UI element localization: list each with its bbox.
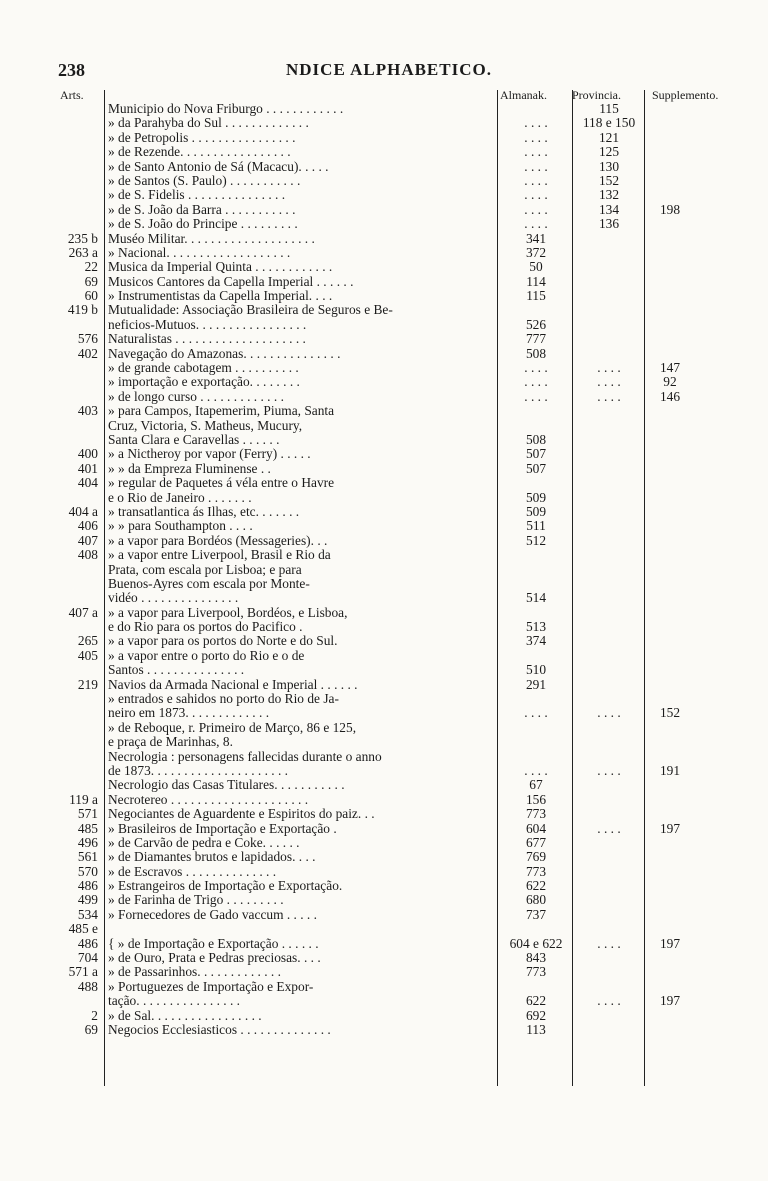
- almanak-page: 512: [525, 532, 547, 548]
- index-row: [0, 879, 768, 893]
- entry-text: » de Diamantes brutos e lapidados. . . .: [108, 850, 316, 865]
- entry-text: tação. . . . . . . . . . . . . . . .: [108, 994, 241, 1009]
- supplemento-page: 146: [659, 388, 681, 404]
- almanak-page: 843: [525, 950, 547, 966]
- index-row: [0, 994, 768, 1008]
- provincia-page: . . . .: [597, 993, 621, 1009]
- art-number: 403: [77, 403, 98, 419]
- index-row: [0, 735, 768, 749]
- almanak-page: 510: [525, 662, 547, 678]
- index-row: [0, 764, 768, 778]
- provincia-page: 115: [599, 101, 619, 116]
- entry-text: » a vapor para Bordéos (Messageries). . .: [108, 533, 328, 548]
- almanak-page: 511: [526, 518, 546, 534]
- index-row: [0, 102, 768, 116]
- almanak-page: 777: [525, 331, 547, 347]
- index-row: [0, 116, 768, 130]
- almanak-page: 341: [525, 230, 547, 246]
- provincia-page: 134: [598, 201, 620, 217]
- almanak-page: . . . .: [524, 187, 548, 203]
- almanak-page: 50: [529, 259, 543, 275]
- provincia-page: . . . .: [597, 762, 621, 778]
- art-number: 561: [77, 849, 98, 865]
- art-number: 704: [77, 950, 98, 966]
- entry-text: de 1873. . . . . . . . . . . . . . . . . . . . .: [108, 763, 289, 778]
- provincia-page: 136: [598, 216, 620, 232]
- entry-text: Negociantes de Aguardente e Espiritos do paiz. . .: [108, 807, 375, 822]
- entry-text: Muséo Militar. . . . . . . . . . . . . . . . . . . .: [108, 231, 315, 246]
- art-number: 407 a: [68, 604, 98, 620]
- almanak-page: 773: [525, 964, 547, 980]
- art-number: 22: [84, 259, 98, 275]
- index-row: [0, 332, 768, 346]
- art-number: 400: [77, 446, 98, 462]
- provincia-page: . . . .: [597, 388, 621, 404]
- art-number: 486: [77, 935, 98, 951]
- index-row: [0, 375, 768, 389]
- index-row: [0, 663, 768, 677]
- almanak-page: 604: [525, 820, 547, 836]
- index-row: [0, 476, 768, 490]
- entry-text: » entrados e sahidos no porto do Rio de Ja-: [108, 692, 339, 707]
- art-number: 401: [77, 460, 98, 476]
- art-number: 2: [91, 1007, 98, 1023]
- entry-text: Buenos-Ayres com escala por Monte-: [108, 576, 310, 591]
- index-row: [0, 404, 768, 418]
- almanak-page: 773: [525, 863, 547, 879]
- almanak-page: . . . .: [524, 115, 548, 131]
- index-row: [0, 706, 768, 720]
- index-row: [0, 591, 768, 605]
- art-number: 488: [77, 978, 98, 994]
- almanak-page: . . . .: [524, 762, 548, 778]
- index-row: [0, 447, 768, 461]
- art-number: 265: [77, 633, 98, 649]
- almanak-page: . . . .: [524, 216, 548, 232]
- supplemento-page: 191: [659, 762, 681, 778]
- art-number: 69: [84, 273, 98, 289]
- entry-text: » de Santos (S. Paulo) . . . . . . . . . . .: [108, 173, 301, 188]
- index-row: [0, 390, 768, 404]
- entry-text: » a vapor entre o porto do Rio e o de: [108, 648, 305, 663]
- index-row: [0, 260, 768, 274]
- entry-text: Necrologio das Casas Titulares. . . . . . . . . . .: [108, 778, 345, 793]
- index-row: [0, 318, 768, 332]
- almanak-page: 114: [526, 273, 546, 289]
- entry-text: Prata, com escala por Lisboa; e para: [108, 562, 302, 577]
- art-number: 570: [77, 863, 98, 879]
- almanak-page: 514: [525, 590, 547, 606]
- provincia-page: . . . .: [597, 705, 621, 721]
- entry-text: Naturalistas . . . . . . . . . . . . . . . . . . . .: [108, 332, 306, 347]
- col-header-supplemento: Supplemento.: [652, 88, 719, 102]
- entry-text: Navegação do Amazonas. . . . . . . . . . . . . . .: [108, 346, 341, 361]
- index-row: [0, 160, 768, 174]
- page-number: 238: [58, 60, 85, 80]
- index-row: [0, 462, 768, 476]
- provincia-page: 125: [598, 144, 620, 160]
- entry-text: » Brasileiros de Importação e Exportação .: [108, 821, 337, 836]
- entry-text: » Instrumentistas da Capella Imperial. . . .: [108, 289, 333, 304]
- entry-text: e do Rio para os portos do Pacifico .: [108, 620, 303, 635]
- provincia-page: . . . .: [597, 360, 621, 376]
- almanak-page: 374: [525, 633, 547, 649]
- almanak-page: 507: [525, 460, 547, 476]
- art-number: 119 a: [69, 791, 98, 807]
- index-row: [0, 491, 768, 505]
- index-row: [0, 951, 768, 965]
- almanak-page: 509: [525, 503, 547, 519]
- almanak-page: 508: [525, 431, 547, 447]
- index-row: [0, 822, 768, 836]
- index-row: [0, 980, 768, 994]
- entry-text: Necrologia : personagens fallecidas durante o anno: [108, 749, 382, 764]
- entry-text: » de S. João da Barra . . . . . . . . . . .: [108, 202, 296, 217]
- index-row: [0, 433, 768, 447]
- entry-text: » Portuguezes de Importação e Expor-: [108, 979, 314, 994]
- page-title: NDICE ALPHABETICO.: [286, 60, 492, 79]
- art-number: 406: [77, 518, 98, 534]
- index-row: [0, 649, 768, 663]
- art-number: 419 b: [67, 302, 98, 318]
- entry-text: » a vapor para os portos do Norte e do Sul.: [108, 634, 338, 649]
- entry-text: » da Parahyba do Sul . . . . . . . . . . . . .: [108, 116, 309, 131]
- almanak-page: 692: [525, 1007, 547, 1023]
- art-number: 534: [77, 906, 98, 922]
- entry-text: » de grande cabotagem . . . . . . . . . .: [108, 361, 299, 376]
- almanak-page: . . . .: [524, 144, 548, 160]
- entry-text: » de Reboque, r. Primeiro de Março, 86 e 125,: [108, 720, 357, 735]
- entry-text: » de Farinha de Trigo . . . . . . . . .: [108, 893, 284, 908]
- art-number: 485: [77, 820, 98, 836]
- index-row: [0, 303, 768, 317]
- entry-text: » importação e exportação. . . . . . . .: [108, 375, 300, 390]
- entry-text: » transatlantica ás Ilhas, etc. . . . . . .: [108, 504, 300, 519]
- index-row: [0, 419, 768, 433]
- supplemento-page: 197: [659, 935, 681, 951]
- art-number: 404 a: [68, 503, 98, 519]
- index-row: [0, 347, 768, 361]
- index-row: [0, 577, 768, 591]
- index-row: [0, 634, 768, 648]
- almanak-page: . . . .: [524, 360, 548, 376]
- entry-text: Santos . . . . . . . . . . . . . . .: [108, 663, 245, 678]
- almanak-page: 67: [529, 777, 543, 793]
- index-row: [0, 275, 768, 289]
- art-number: 404: [77, 475, 98, 491]
- index-row: [0, 850, 768, 864]
- entry-text: » de Ouro, Prata e Pedras preciosas. . . .: [108, 951, 321, 966]
- entry-text: » » da Empreza Fluminense . .: [108, 461, 271, 476]
- index-row: [0, 606, 768, 620]
- provincia-page: 152: [598, 172, 620, 188]
- supplemento-page: 147: [659, 360, 681, 376]
- entry-text: » a vapor entre Liverpool, Brasil e Rio da: [108, 548, 331, 563]
- index-row: [0, 893, 768, 907]
- entry-text: » de Escravos . . . . . . . . . . . . . .: [108, 864, 277, 879]
- index-row: [0, 232, 768, 246]
- almanak-page: 677: [525, 834, 547, 850]
- almanak-page: 291: [525, 676, 547, 692]
- index-row: [0, 145, 768, 159]
- index-row: [0, 721, 768, 735]
- art-number: 407: [77, 532, 98, 548]
- index-row: [0, 519, 768, 533]
- entry-text: » de S. João do Principe . . . . . . . . .: [108, 217, 298, 232]
- entry-text: Musicos Cantores da Capella Imperial . . . . . .: [108, 274, 354, 289]
- index-row: [0, 188, 768, 202]
- almanak-page: 604 e 622: [509, 935, 563, 951]
- index-row: [0, 131, 768, 145]
- col-header-arts: Arts.: [60, 88, 84, 102]
- almanak-page: . . . .: [524, 172, 548, 188]
- almanak-page: 622: [525, 878, 547, 894]
- index-row: [0, 807, 768, 821]
- index-row: [0, 217, 768, 231]
- supplemento-page: 92: [663, 374, 677, 390]
- col-header-provincia: Provincia.: [572, 88, 621, 102]
- index-row: [0, 750, 768, 764]
- index-row: [0, 203, 768, 217]
- entry-text: » a vapor para Liverpool, Bordéos, e Lisboa,: [108, 605, 348, 620]
- index-row: [0, 836, 768, 850]
- almanak-page: . . . .: [524, 388, 548, 404]
- entry-text: » de Santo Antonio de Sá (Macacu). . . . .: [108, 159, 329, 174]
- entry-text: » de longo curso . . . . . . . . . . . . .: [108, 389, 284, 404]
- index-table: [0, 102, 768, 1037]
- entry-text: » de Carvão de pedra e Coke. . . . . .: [108, 835, 300, 850]
- entry-text: e o Rio de Janeiro . . . . . . .: [108, 490, 252, 505]
- index-row: [0, 678, 768, 692]
- index-row: [0, 289, 768, 303]
- index-row: [0, 937, 768, 951]
- provincia-page: 118 e 150: [582, 115, 636, 131]
- almanak-page: 680: [525, 892, 547, 908]
- supplemento-page: 198: [659, 201, 681, 217]
- entry-text: Necrotereo . . . . . . . . . . . . . . . . . . . . .: [108, 792, 309, 807]
- provincia-page: . . . .: [597, 935, 621, 951]
- index-row: [0, 908, 768, 922]
- art-number: 499: [77, 892, 98, 908]
- entry-text: Musica da Imperial Quinta . . . . . . . . . . . .: [108, 260, 333, 275]
- index-row: [0, 793, 768, 807]
- index-row: [0, 778, 768, 792]
- art-number: 571 a: [68, 964, 98, 980]
- almanak-page: 372: [525, 244, 547, 260]
- index-row: [0, 174, 768, 188]
- almanak-page: 513: [525, 619, 547, 635]
- almanak-page: 508: [525, 345, 547, 361]
- entry-text: » de Passarinhos. . . . . . . . . . . . .: [108, 965, 281, 980]
- supplemento-page: 197: [659, 820, 681, 836]
- art-number: 263 a: [68, 244, 98, 260]
- almanak-page: 115: [526, 288, 546, 304]
- almanak-page: . . . .: [524, 705, 548, 721]
- almanak-page: . . . .: [524, 201, 548, 217]
- art-number: 60: [84, 288, 98, 304]
- almanak-page: 773: [525, 806, 547, 822]
- index-row: [0, 1009, 768, 1023]
- almanak-page: . . . .: [524, 374, 548, 390]
- entry-text: Navios da Armada Nacional e Imperial . . . . . .: [108, 677, 358, 692]
- entry-text: » » para Southampton . . . .: [108, 519, 253, 534]
- art-number: 576: [77, 331, 98, 347]
- supplemento-page: 152: [659, 705, 681, 721]
- entry-text: » de Rezende. . . . . . . . . . . . . . . . .: [108, 145, 291, 160]
- entry-text: Negocios Ecclesiasticos . . . . . . . . . . . . . .: [108, 1023, 331, 1037]
- almanak-page: 509: [525, 489, 547, 505]
- almanak-page: 156: [525, 791, 547, 807]
- almanak-page: 769: [525, 849, 547, 865]
- almanak-page: 622: [525, 993, 547, 1009]
- entry-text: Santa Clara e Caravellas . . . . . .: [108, 432, 280, 447]
- provincia-page: . . . .: [597, 820, 621, 836]
- almanak-page: 507: [525, 446, 547, 462]
- index-row: [0, 246, 768, 260]
- entry-text: » regular de Paquetes á véla entre o Havre: [108, 476, 335, 491]
- entry-text: » Nacional. . . . . . . . . . . . . . . . . . .: [108, 245, 291, 260]
- entry-text: » para Campos, Itapemerim, Piuma, Santa: [108, 404, 335, 419]
- almanak-page: 113: [526, 1022, 546, 1037]
- art-number: 485 e: [68, 921, 98, 937]
- provincia-page: . . . .: [597, 374, 621, 390]
- entry-text: Cruz, Victoria, S. Matheus, Mucury,: [108, 418, 303, 433]
- entry-text: vidéo . . . . . . . . . . . . . . .: [108, 591, 239, 606]
- index-row: [0, 922, 768, 936]
- index-row: [0, 563, 768, 577]
- art-number: 69: [84, 1022, 98, 1037]
- entry-text: » de S. Fidelis . . . . . . . . . . . . . . .: [108, 188, 286, 203]
- almanak-page: 526: [525, 316, 547, 332]
- art-number: 496: [77, 834, 98, 850]
- index-row: [0, 548, 768, 562]
- entry-text: » de Petropolis . . . . . . . . . . . . . . . .: [108, 130, 296, 145]
- index-row: [0, 965, 768, 979]
- entry-text: » de Sal. . . . . . . . . . . . . . . . .: [108, 1008, 262, 1023]
- entry-text: neficios-Mutuos. . . . . . . . . . . . . . . . .: [108, 317, 307, 332]
- almanak-page: 737: [525, 906, 547, 922]
- almanak-page: . . . .: [524, 158, 548, 174]
- entry-text: Municipio do Nova Friburgo . . . . . . . . . . . .: [108, 102, 344, 116]
- col-header-almanak: Almanak.: [500, 88, 547, 102]
- supplemento-page: 197: [659, 993, 681, 1009]
- art-number: 405: [77, 647, 98, 663]
- index-row: [0, 692, 768, 706]
- art-number: 402: [77, 345, 98, 361]
- index-row: [0, 865, 768, 879]
- index-row: [0, 505, 768, 519]
- index-row: [0, 1023, 768, 1037]
- index-row: [0, 361, 768, 375]
- entry-text: { » de Importação e Exportação . . . . . .: [108, 936, 319, 951]
- art-number: 408: [77, 547, 98, 563]
- almanak-page: . . . .: [524, 129, 548, 145]
- art-number: 486: [77, 878, 98, 894]
- entry-text: neiro em 1873. . . . . . . . . . . . .: [108, 706, 270, 721]
- provincia-page: 121: [598, 129, 620, 145]
- index-row: [0, 620, 768, 634]
- entry-text: » Fornecedores de Gado vaccum . . . . .: [108, 907, 317, 922]
- index-row: [0, 534, 768, 548]
- provincia-page: 130: [598, 158, 620, 174]
- entry-text: Mutualidade: Associação Brasileira de Seguros e Be-: [108, 303, 393, 318]
- art-number: 235 b: [67, 230, 98, 246]
- entry-text: » Estrangeiros de Importação e Exportação.: [108, 879, 343, 894]
- entry-text: e praça de Marinhas, 8.: [108, 735, 233, 750]
- art-number: 219: [77, 676, 98, 692]
- provincia-page: 132: [598, 187, 620, 203]
- art-number: 571: [77, 806, 98, 822]
- entry-text: » a Nictheroy por vapor (Ferry) . . . . .: [108, 447, 311, 462]
